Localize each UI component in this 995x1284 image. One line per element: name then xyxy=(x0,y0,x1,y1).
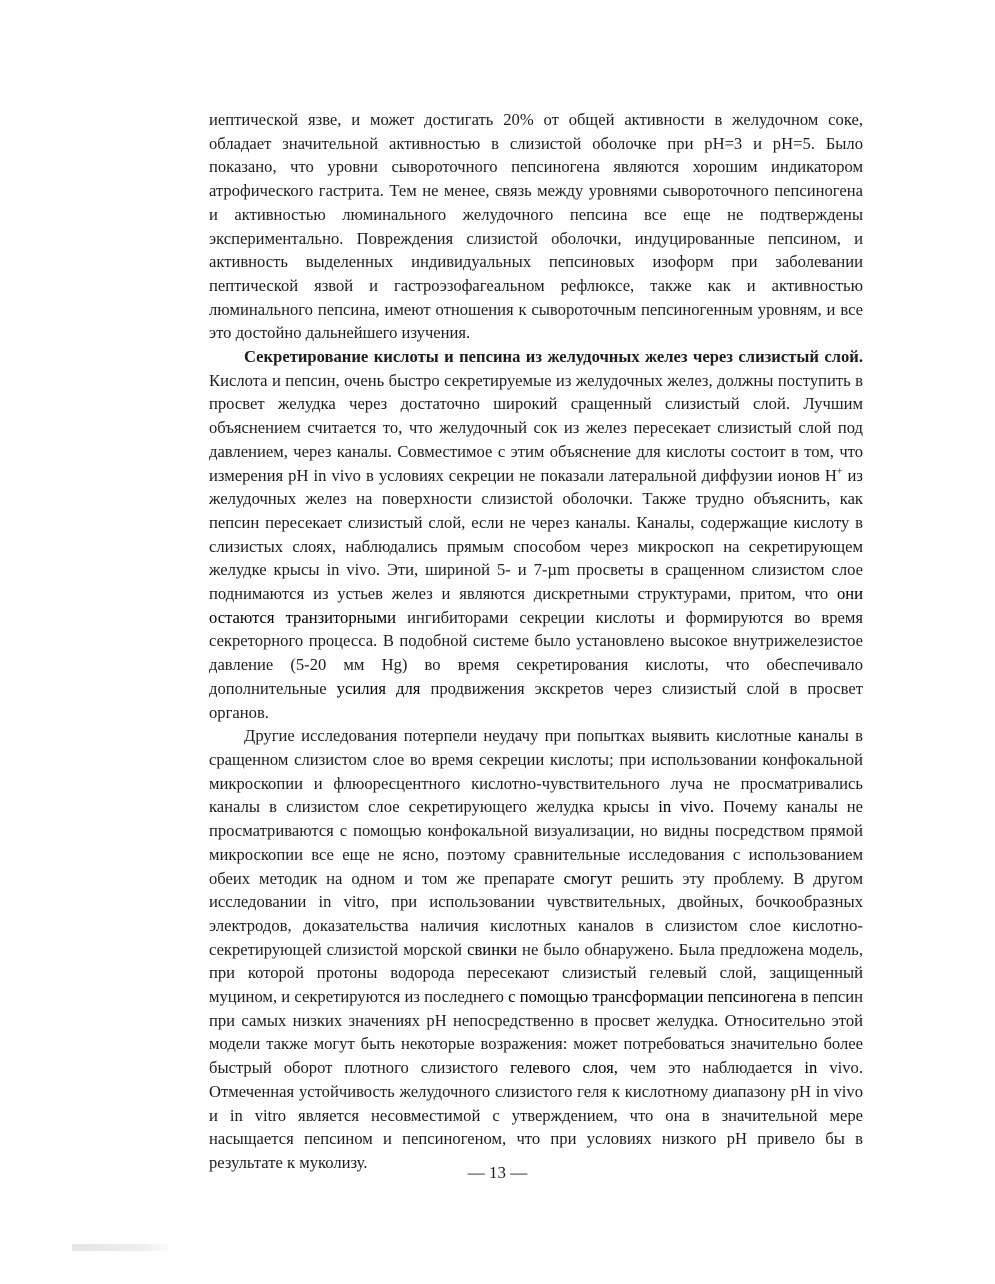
paragraph-3-text-c: Почему каналы не просматриваются с помощью конфокальной визуализации, но видны посредством прямой микроскопии все еще не ясно, поэтому сравнительные исследования с использованием обеих методик на одном и том же препарате xyxy=(209,797,863,888)
paragraph-3-emphasis-3: смогут xyxy=(563,868,613,888)
paragraph-3-text-a: Другие исследования потерпели неудачу при попытках выявить кислотные xyxy=(244,726,798,746)
paragraph-2 xyxy=(209,345,863,724)
paragraph-3-emphasis-2: in vivo. xyxy=(658,797,714,817)
paragraph-3 xyxy=(209,724,863,1174)
page-number: — 13 — xyxy=(467,1163,528,1182)
paragraph-3-emphasis-4: свинки xyxy=(467,939,518,959)
paragraph-2-emphasis-1: они остаются транзиторными xyxy=(209,584,863,627)
paragraph-3-emphasis-7: in xyxy=(804,1058,818,1078)
paragraph-2-text-b: из желудочных желез на поверхности слизистой оболочки. Также трудно объяснить, как пепсин пересекает слизистый слой, если не через каналы. Каналы, содержащие кислоту в слизистых слоях, наблюдались прямым способом через микроскоп на секретирующем желудке крысы in vivo. Эти, шириной 5- и 7-µm просветы в сращенном слизистом слое поднимаются из устьев желез и являются дискретными структурами, притом, что xyxy=(209,465,863,604)
paragraph-3-text-d: решить эту проблему. В другом исследовании in vitro, при использовании чувствительных, двойных, бочкообразных электродов, доказательства наличия кислотных каналов в слизистом слое кислотно-секретирующей слизистой морской xyxy=(209,868,863,959)
paragraph-1 xyxy=(209,108,863,345)
paragraph-3-text-h: vivo. Отмеченная устойчивость желудочного слизистого геля к кислотному диапазону pH in vivo и in vitro является несовместимой с утверждением, что она в значительной мере насыщается пепсином и пепсиногеном, что при условиях низкого pH привело бы в результате к муколизу. xyxy=(209,1058,863,1172)
paragraph-3-text-e: не было обнаружено. Была предложена модель, при которой протоны водорода пересекают слизистый гелевый слой, защищенный муцином, и секретируются из последнего xyxy=(209,939,863,1007)
paragraph-2-text-c: ингибиторами секреции кислоты и формируются во время секреторного процесса. В подобной системе было установлено высокое внутрижелезистое давление (5-20 мм Hg) во время секретирования кислоты, что обеспечивало дополнительные xyxy=(209,607,863,698)
paragraph-2-text-d: продвижения экскретов через слизистый слой в просвет органов. xyxy=(209,678,863,722)
superscript-plus: + xyxy=(836,466,843,478)
scan-artifact xyxy=(72,1244,168,1251)
paragraph-3-text-b: налы в сращенном слизистом слое во время секреции кислоты; при использовании конфокальной микроскопии и флюоресцентного кислотно-чувствительного луча не просматривались каналы в слизистом слое секретирующего желудка крысы xyxy=(209,726,863,817)
paragraph-2-emphasis-2: усилия для xyxy=(336,678,421,698)
paragraph-2-text-a: Кислота и пепсин, очень быстро секретируемые из желудочных желез, должны поступить в просвет желудка через достаточно широкий сращенный слизистый слой. Лучшим объяснением считается то, что желудочный сок из желез пересекает слизистый слой под давлением, через каналы. Совместимое с этим объяснение для кислоты состоит в том, что измерения pH in vivo в условиях секреции не показали латеральной диффузии ионов H xyxy=(209,370,863,485)
paragraph-3-emphasis-5: с помощью трансформации пепсиногена xyxy=(508,987,797,1007)
paragraph-3-emphasis-1: ка xyxy=(797,726,813,746)
section-heading: Секретирование кислоты и пепсина из желудочных желез через слизистый слой. xyxy=(244,347,863,367)
paragraph-1-text: иептической язве, и может достигать 20% от общей активности в желудочном соке, обладает значительной активностью в слизистой оболочке при pH=3 и pH=5. Было показано, что уровни сывороточного пепсиногена являются хорошим индикатором атрофического гастрита. Тем не менее, связь между уровнями сывороточного пепсиногена и активностью люминального желудочного пепсина все еще не подтверждены экспериментально. Повреждения слизистой оболочки, индуцированные пепсином, и активность выделенных индивидуальных пепсиновых изоформ при заболевании пептической язвой и гастроэзофагеальном рефлюксе, также как и активностью люминального пепсина, имеют отношения к сывороточным пепсиногенным уровням, и все это достойно дальнейшего изучения. xyxy=(209,110,863,343)
paragraph-3-text-f: в пепсин при самых низких значениях pH непосредственно в просвет желудка. Относительно этой модели также могут быть некоторые возражения: может потребоваться значительно более быстрый оборот плотного слизистого xyxy=(209,987,863,1078)
body-text xyxy=(209,108,863,1175)
paragraph-3-emphasis-6: гелевого слоя, xyxy=(510,1058,618,1078)
paragraph-3-text-g: чем это наблюдается xyxy=(617,1058,805,1078)
